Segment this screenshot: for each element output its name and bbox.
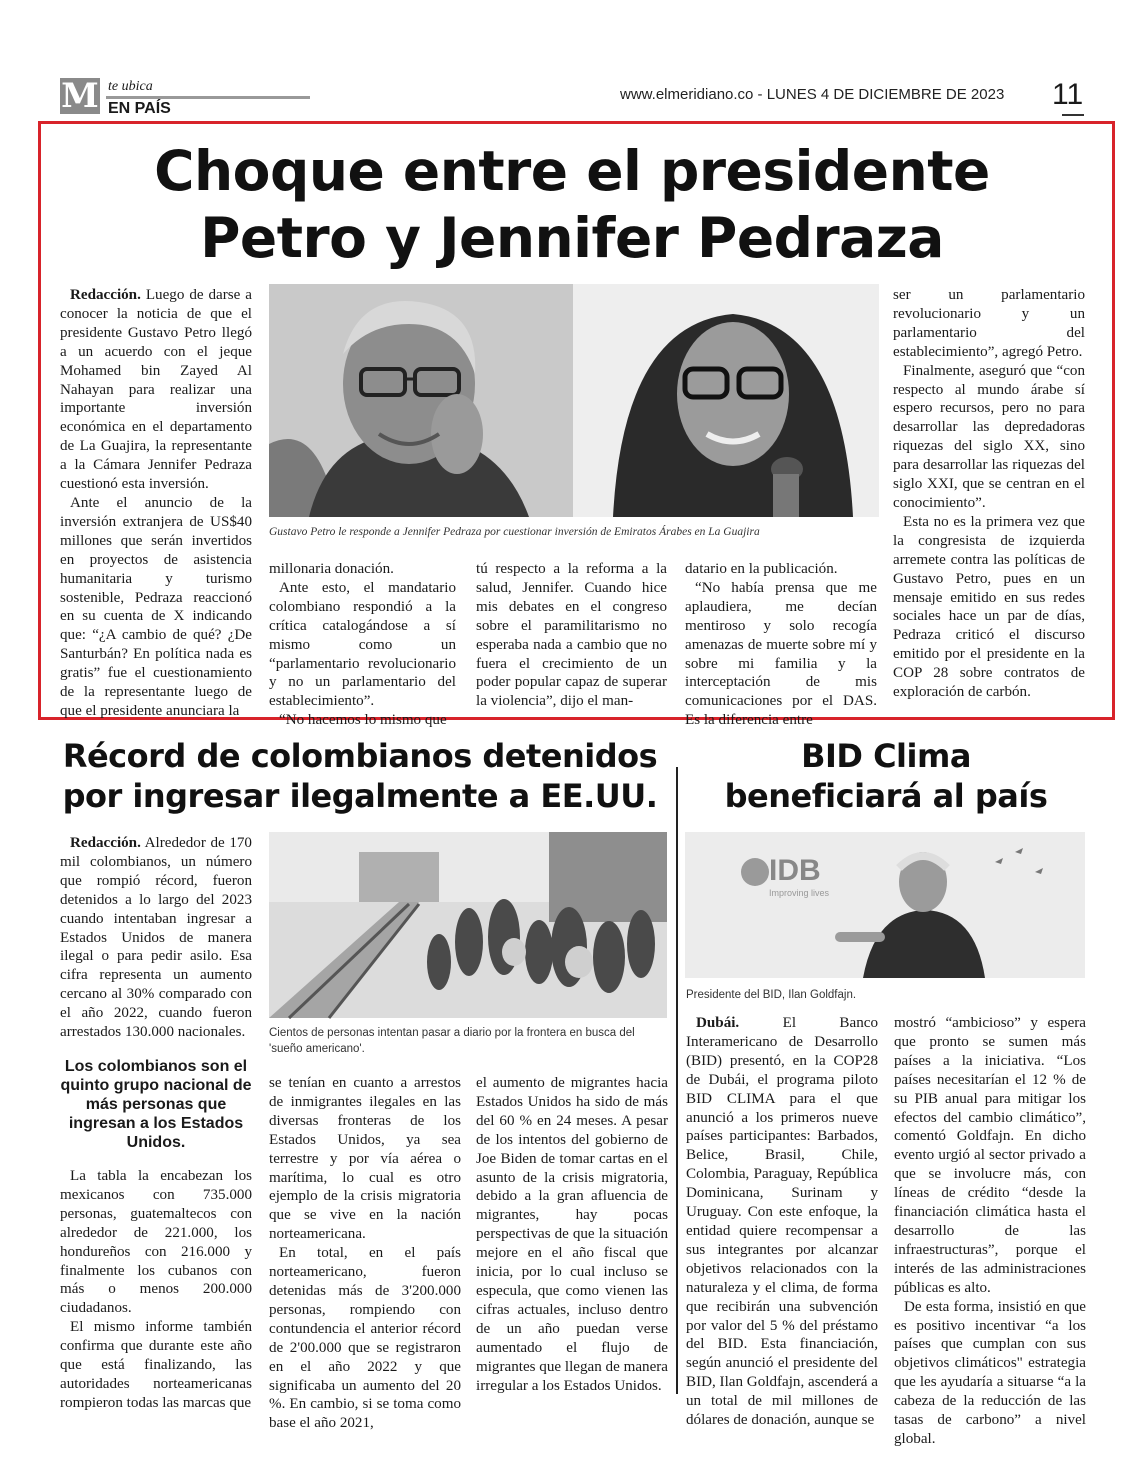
bid-headline-line1: BID Clima <box>801 737 971 775</box>
paragraph-text: El Banco Interamericano de Desarrollo (BID) presentó, en la COP28 de Dubái, el programa piloto BID CLIMA para el que anunció a los primeros nueve países participantes: Barbados, Belice, Brasil, Chile, Colombia, Paraguay, República Dominicana, Surinam y Uruguay. Con este enfoque, la entidad quiere recompensar a sus integrantes por alcanzar objetivos relacionados con la naturaleza y el clima, de forma que recibirán una subvención por valor del 5 % del préstamo del BID. Esta financiación, según anunció el presidente del BID, Ilan Goldfajn, ascenderá a un total de mil millones de dólares de donación, aunque se <box>686 1015 878 1429</box>
lead-paragraph: Finalmente, aseguró que “con respecto al mundo árabe sí espero recursos, pero no para desarrollar las depredadoras riquezas del siglo XX, sino para desarrollar las riquezas del siglo XXI, que se centran en el conocimiento”. <box>893 362 1085 511</box>
newspaper-logo: M <box>61 76 99 116</box>
lead-paragraph <box>60 286 252 494</box>
lead-column-4 <box>685 560 877 729</box>
lead-paragraph: datario en la publicación. <box>685 561 838 577</box>
section-rule <box>106 96 310 99</box>
lead-in: Dubái. <box>696 1015 740 1031</box>
migrants-paragraph: La tabla la encabezan los mexicanos con 735.000 personas, guatemaltecos con alrededor de 221.000, los hondureños con 216.000 y finalmente los cubanos con más o menos 200.000 ciudadanos. <box>60 1168 252 1317</box>
lead-headline-line2: Petro y Jennifer Pedraza <box>200 206 944 270</box>
idb-logo-tagline: Improving lives <box>769 888 830 898</box>
migrants-paragraph: se tenían en cuanto a arrestos de inmigrantes ilegales en las diversas fronteras de los Estados Unidos, ya sea terrestre y por vía aérea o marítima, lo cual es otro ejemplo de la crisis migratoria que se vive en la nación norteamericana. <box>269 1075 461 1243</box>
bid-headline-line2: beneficiará al país <box>724 777 1048 815</box>
bid-illustration <box>685 832 1085 978</box>
lead-column-3 <box>476 560 667 710</box>
migrants-photo-caption: Cientos de personas intentan pasar a diario por la frontera en busca del 'sueño americano'. <box>269 1027 635 1055</box>
migrants-paragraph: En total, en el país norteamericano, fueron detenidas más de 3'200.000 personas, rompiendo con contundencia el anterior récord de 2'00.000 que se registraron en el año 2022 y que significaba un aumento del 20 %. En cambio, si se toma como base el año 2021, <box>269 1245 461 1432</box>
paragraph-text: Alrededor de 170 mil colombianos, un número que rompió récord, fueron detenidos a lo largo del 2023 cuando intentaban ingresar a Estados Unidos de manera ilegal o para pedir asilo. Esa cifra representa un aumento cercano al 30% comparado con el año 2022, cuando fueron arrestados 130.000 nacionales. <box>60 835 252 1041</box>
paragraph-text: Luego de darse a conocer la noticia de que el presidente Gustavo Petro llegó a un acuerdo con el jeque Mohamed bin Zayed Al Nahayan para realizar una importante inversión económica en el departamento de La Guajira, la representante a la Cámara Jennifer Pedraza cuestionó esta inversión. <box>60 287 252 493</box>
migrants-intro-column <box>60 834 252 1044</box>
bid-column-2 <box>894 1014 1086 1447</box>
column-divider <box>676 767 678 1394</box>
bid-paragraph: mostró “ambicioso” y espera que pronto se sumen más países a la iniciativa. “Los países necesitarían el 12 % de su PIB anual para mitigar los efectos del cambio climático”, comentó Goldfajn. En dicho evento urgió al sector privado a que se involucre más, con líneas de crédito “desde la financiación climática hasta el desarrollo de las infraestructuras”, porque el interés de las administraciones públicas es alto. <box>894 1015 1086 1296</box>
migrants-headline-line1: Récord de colombianos detenidos <box>62 737 658 775</box>
idb-logo-text: IDB <box>769 854 821 887</box>
lead-column-1 <box>60 286 252 719</box>
bid-paragraph <box>686 1014 878 1430</box>
pedraza-illustration <box>573 284 879 517</box>
migrants-column-1 <box>60 1167 252 1411</box>
lead-paragraph: “No había prensa que me aplaudiera, me decían mentiroso y solo recogía amenazas de muerte sobre mí y sobre mi familia y la interceptación de mis comunicaciones por el DAS. Es la diferencia entre <box>685 579 877 729</box>
pedraza-photo <box>573 284 879 517</box>
lead-paragraph: millonaria donación. <box>269 561 394 577</box>
petro-illustration <box>269 284 573 517</box>
lead-in: Redacción. <box>70 287 141 303</box>
migrants-headline <box>50 736 670 816</box>
petro-photo <box>269 284 573 517</box>
lead-headline <box>60 138 1084 272</box>
migrants-headline-line2: por ingresar ilegalmente a EE.UU. <box>62 777 658 815</box>
migrants-illustration <box>269 832 667 1018</box>
migrants-paragraph <box>60 834 252 1042</box>
migrants-paragraph: el aumento de migrantes hacia Estados Unidos ha sido de más del 60 % en 24 meses. A pesar de los intentos del gobierno de Joe Biden de tomar cartas en el asunto de la crisis migratoria, debido a la gran afluencia de migrantes, hay pocas perspectivas de que la situación mejore en el año fiscal que inicia, por lo cual incluso se especula, que como vienen las cifras actuales, incluso dentro de un año puedan verse aumentado el flujo de migrantes que llegan de manera irregular a los Estados Unidos. <box>476 1075 668 1394</box>
section-name: EN PAÍS <box>108 100 171 117</box>
lead-paragraph: Ante esto, el mandatario colombiano respondió a la crítica catalogándose a sí mismo como un “parlamentario revolucionario y no un parlamentario del establecimiento”. <box>269 579 456 710</box>
bid-headline <box>686 736 1086 816</box>
migrants-paragraph: El mismo informe también confirma que durante este año que está finalizando, las autoridades norteamericanas rompieron todas las marcas que <box>60 1319 252 1411</box>
lead-paragraph: Esta no es la primera vez que la congresista de izquierda arremete contra las políticas de Gustavo Petro, pues en un mensaje emitido en sus redes sociales hace un par de días, Pedraza criticó el discurso emitido por el presidente en la COP 28 sobre contratos de exploración de carbón. <box>893 513 1085 701</box>
migrants-photo <box>269 832 667 1018</box>
page-number-rule <box>1062 114 1084 116</box>
migrants-column-3 <box>476 1074 668 1396</box>
lead-column-2 <box>269 560 456 729</box>
bid-paragraph: De esta forma, insistió en que es positivo incentivar “a los países que cumplan con sus objetivos climáticos" estrategia que les ayudaría a situarse “a la cabeza de la reducción de las tasas de carbono” a nivel global. <box>894 1298 1086 1447</box>
section-kicker: te ubica <box>108 79 153 94</box>
dateline: www.elmeridiano.co - LUNES 4 DE DICIEMBRE DE 2023 <box>620 86 1005 103</box>
bid-photo <box>685 832 1085 978</box>
lead-paragraph: ser un parlamentario revolucionario y un parlamentario del establecimiento”, agregó Petro. <box>893 287 1085 360</box>
lead-paragraph: tú respecto a la reforma a la salud, Jennifer. Cuando hice mis debates en el congreso sobre el paramilitarismo no esperaba nada a cambio que no fuera el crecimiento de un poder popular capaz de superar la violencia”, dijo el man- <box>476 561 667 710</box>
lead-paragraph: “No hacemos lo mismo que <box>279 712 447 729</box>
bid-photo-caption: Presidente del BID, Ilan Goldfajn. <box>686 989 857 1001</box>
lead-column-5 <box>893 286 1085 710</box>
lead-headline-line1: Choque entre el presidente <box>154 139 990 203</box>
migrants-subhead: Los colombianos son el quinto grupo nacional de más personas que ingresan a los Estados Unidos. <box>60 1058 252 1151</box>
bid-column-1 <box>686 1014 878 1429</box>
migrants-column-2 <box>269 1074 461 1432</box>
page-number: 11 <box>1052 78 1084 111</box>
lead-photo-caption: Gustavo Petro le responde a Jennifer Pedraza por cuestionar inversión de Emiratos Árabes en La Guajira <box>269 526 760 538</box>
lead-in: Redacción. <box>70 835 141 851</box>
lead-paragraph: Ante el anuncio de la inversión extranjera de US$40 millones que serán invertidos en proyectos de asistencia humanitaria y turismo sostenible, Pedraza reaccionó en su cuenta de X indicando que: “¿A cambio de qué? ¿De Santurbán? En política nada es gratis” fue el cuestionamiento de la representante luego de que el presidente anunciara la <box>60 494 252 719</box>
